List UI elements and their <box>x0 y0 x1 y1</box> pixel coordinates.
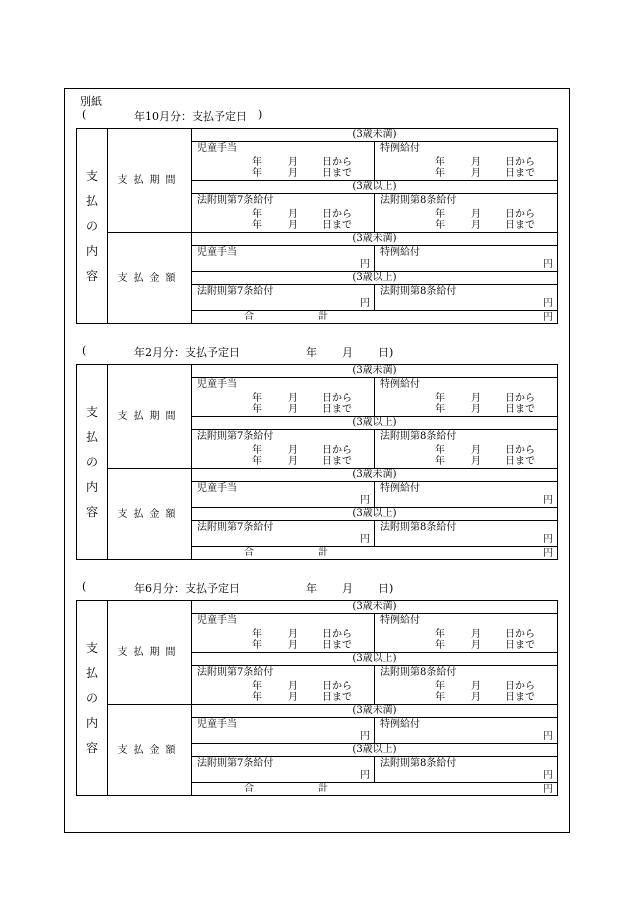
payment-content-label <box>77 129 108 324</box>
year-label: 年 <box>435 168 445 179</box>
article-8-amount <box>375 757 558 783</box>
total-label-left: 合 <box>244 783 254 794</box>
month-label: 月 <box>288 209 298 220</box>
year-label: 年 <box>435 456 445 467</box>
from-day-label: 日から <box>322 629 352 640</box>
to-day-label: 日まで <box>505 404 535 415</box>
scheduled-day-close: ) <box>258 108 263 121</box>
yen-label: 円 <box>543 259 554 270</box>
from-day-label: 日から <box>322 393 352 404</box>
scheduled-day-close: 日) <box>378 346 394 359</box>
year-label: 年 <box>435 640 445 651</box>
attachment-label: 別紙 <box>80 95 102 108</box>
month-label: 月 <box>288 681 298 692</box>
special-benefit-label: 特例給付 <box>380 247 420 258</box>
payment-amount-label: 支払金額 <box>108 233 192 324</box>
child-allowance-label: 児童手当 <box>197 483 237 494</box>
article-8-period <box>375 430 558 469</box>
vertical-label-char: 内 <box>85 243 98 258</box>
over-3-header: (3歳以上) <box>192 417 558 430</box>
section-heading <box>82 108 263 123</box>
special-benefit-period <box>375 142 558 181</box>
year-label: 年 <box>435 209 445 220</box>
month-label: 月 <box>288 393 298 404</box>
to-day-label: 日まで <box>505 456 535 467</box>
child-allowance-label: 児童手当 <box>197 143 237 154</box>
yen-label: 円 <box>543 770 554 781</box>
month-label: 月 <box>288 157 298 168</box>
year-label: 年 <box>252 456 262 467</box>
article-7-label: 法附則第7条給付 <box>197 286 274 297</box>
article-7-period <box>192 194 375 233</box>
to-day-label: 日まで <box>322 404 352 415</box>
to-day-label: 日まで <box>322 456 352 467</box>
yen-label: 円 <box>360 495 370 506</box>
to-day-label: 日まで <box>505 640 535 651</box>
payment-table <box>76 600 558 796</box>
under-3-header: (3歳未満) <box>192 705 558 718</box>
month-label: 月 <box>471 209 481 220</box>
month-label: 月 <box>288 445 298 456</box>
open-paren: ( <box>82 108 87 121</box>
vertical-label-char: 支 <box>85 640 98 655</box>
yen-label: 円 <box>360 298 370 309</box>
total-row <box>192 783 558 796</box>
from-day-label: 日から <box>322 209 352 220</box>
child-allowance-period <box>192 142 375 181</box>
open-paren: ( <box>82 580 87 593</box>
year-label: 年 <box>252 404 262 415</box>
yen-label: 円 <box>543 548 554 559</box>
vertical-label-char: 支 <box>85 168 98 183</box>
article-8-label: 法附則第8条給付 <box>380 522 457 533</box>
from-day-label: 日から <box>505 157 535 168</box>
section-title: 年10月分：支払予定日 <box>134 110 247 123</box>
vertical-label-char: 払 <box>85 429 98 444</box>
article-7-amount <box>192 521 375 547</box>
month-label: 月 <box>471 681 481 692</box>
article-8-label: 法附則第8条給付 <box>380 195 457 206</box>
article-7-label: 法附則第7条給付 <box>197 195 274 206</box>
article-8-label: 法附則第8条給付 <box>380 431 457 442</box>
month-label: 月 <box>471 404 481 415</box>
scheduled-day-close: 日) <box>378 582 394 595</box>
scheduled-year: 年 <box>306 346 317 359</box>
under-3-header: (3歳未満) <box>192 365 558 378</box>
article-7-period <box>192 430 375 469</box>
vertical-label-char: 払 <box>85 193 98 208</box>
under-3-header: (3歳未満) <box>192 469 558 482</box>
vertical-label-char: の <box>85 218 98 233</box>
article-7-label: 法附則第7条給付 <box>197 667 274 678</box>
vertical-label-char: の <box>85 690 98 705</box>
yen-label: 円 <box>543 534 554 545</box>
child-allowance-period <box>192 378 375 417</box>
payment-period-label: 支払期間 <box>108 365 192 469</box>
section-heading <box>82 580 394 595</box>
child-allowance-label: 児童手当 <box>197 615 237 626</box>
year-label: 年 <box>252 393 262 404</box>
month-label: 月 <box>288 692 298 703</box>
year-label: 年 <box>435 220 445 231</box>
to-day-label: 日まで <box>505 168 535 179</box>
total-label-right: 計 <box>318 547 328 558</box>
year-label: 年 <box>252 629 262 640</box>
special-benefit-amount <box>375 718 558 744</box>
under-3-header: (3歳未満) <box>192 233 558 246</box>
month-label: 月 <box>471 393 481 404</box>
article-7-label: 法附則第7条給付 <box>197 431 274 442</box>
child-allowance-label: 児童手当 <box>197 719 237 730</box>
year-label: 年 <box>252 640 262 651</box>
yen-label: 円 <box>543 784 554 795</box>
payment-period-label: 支払期間 <box>108 601 192 705</box>
total-label-left: 合 <box>244 547 254 558</box>
payment-amount-label: 支払金額 <box>108 469 192 560</box>
payment-content-label <box>77 365 108 560</box>
year-label: 年 <box>252 157 262 168</box>
yen-label: 円 <box>360 534 370 545</box>
year-label: 年 <box>435 445 445 456</box>
child-allowance-amount <box>192 482 375 508</box>
vertical-label-char: 容 <box>85 740 98 755</box>
scheduled-year: 年 <box>306 582 317 595</box>
payment-table <box>76 128 558 324</box>
child-allowance-amount <box>192 718 375 744</box>
article-7-period <box>192 666 375 705</box>
payment-content-label <box>77 601 108 796</box>
from-day-label: 日から <box>505 393 535 404</box>
from-day-label: 日から <box>505 209 535 220</box>
over-3-header: (3歳以上) <box>192 508 558 521</box>
year-label: 年 <box>435 157 445 168</box>
from-day-label: 日から <box>322 681 352 692</box>
yen-label: 円 <box>543 312 554 323</box>
to-day-label: 日まで <box>322 640 352 651</box>
over-3-header: (3歳以上) <box>192 272 558 285</box>
article-8-label: 法附則第8条給付 <box>380 286 457 297</box>
year-label: 年 <box>252 220 262 231</box>
to-day-label: 日まで <box>505 692 535 703</box>
special-benefit-amount <box>375 482 558 508</box>
open-paren: ( <box>82 344 87 357</box>
year-label: 年 <box>435 681 445 692</box>
from-day-label: 日から <box>505 629 535 640</box>
article-8-amount <box>375 521 558 547</box>
month-label: 月 <box>471 220 481 231</box>
article-7-amount <box>192 285 375 311</box>
child-allowance-period <box>192 614 375 653</box>
special-benefit-label: 特例給付 <box>380 719 420 730</box>
year-label: 年 <box>435 404 445 415</box>
month-label: 月 <box>471 445 481 456</box>
month-label: 月 <box>471 629 481 640</box>
over-3-header: (3歳以上) <box>192 181 558 194</box>
article-8-label: 法附則第8条給付 <box>380 667 457 678</box>
vertical-label-char: 支 <box>85 404 98 419</box>
special-benefit-amount <box>375 246 558 272</box>
vertical-label-char: 内 <box>85 479 98 494</box>
special-benefit-period <box>375 614 558 653</box>
special-benefit-label: 特例給付 <box>380 615 420 626</box>
month-label: 月 <box>471 168 481 179</box>
to-day-label: 日まで <box>322 692 352 703</box>
total-label-right: 計 <box>318 311 328 322</box>
child-allowance-amount <box>192 246 375 272</box>
month-label: 月 <box>288 640 298 651</box>
from-day-label: 日から <box>322 445 352 456</box>
special-benefit-label: 特例給付 <box>380 143 420 154</box>
month-label: 月 <box>288 456 298 467</box>
scheduled-month: 月 <box>342 582 353 595</box>
over-3-header: (3歳以上) <box>192 653 558 666</box>
under-3-header: (3歳未満) <box>192 601 558 614</box>
month-label: 月 <box>471 640 481 651</box>
over-3-header: (3歳以上) <box>192 744 558 757</box>
month-label: 月 <box>288 220 298 231</box>
yen-label: 円 <box>360 259 370 270</box>
article-7-label: 法附則第7条給付 <box>197 758 274 769</box>
article-8-amount <box>375 285 558 311</box>
year-label: 年 <box>252 445 262 456</box>
total-row <box>192 311 558 324</box>
year-label: 年 <box>435 629 445 640</box>
payment-amount-label: 支払金額 <box>108 705 192 796</box>
total-label-left: 合 <box>244 311 254 322</box>
yen-label: 円 <box>543 731 554 742</box>
total-row <box>192 547 558 560</box>
month-label: 月 <box>471 456 481 467</box>
month-label: 月 <box>288 629 298 640</box>
payment-table <box>76 364 558 560</box>
vertical-label-char: 容 <box>85 268 98 283</box>
yen-label: 円 <box>360 731 370 742</box>
section-heading <box>82 344 394 359</box>
article-7-amount <box>192 757 375 783</box>
to-day-label: 日まで <box>322 220 352 231</box>
vertical-label-char: 容 <box>85 504 98 519</box>
to-day-label: 日まで <box>322 168 352 179</box>
vertical-label-char: 内 <box>85 715 98 730</box>
year-label: 年 <box>252 209 262 220</box>
month-label: 月 <box>471 692 481 703</box>
month-label: 月 <box>288 404 298 415</box>
payment-period-label: 支払期間 <box>108 129 192 233</box>
to-day-label: 日まで <box>505 220 535 231</box>
year-label: 年 <box>252 168 262 179</box>
vertical-label-char: 払 <box>85 665 98 680</box>
under-3-header: (3歳未満) <box>192 129 558 142</box>
article-8-period <box>375 666 558 705</box>
from-day-label: 日から <box>322 157 352 168</box>
section-title: 年2月分：支払予定日 <box>134 346 240 359</box>
scheduled-month: 月 <box>342 346 353 359</box>
year-label: 年 <box>252 681 262 692</box>
special-benefit-label: 特例給付 <box>380 483 420 494</box>
article-8-label: 法附則第8条給付 <box>380 758 457 769</box>
special-benefit-label: 特例給付 <box>380 379 420 390</box>
month-label: 月 <box>288 168 298 179</box>
month-label: 月 <box>471 157 481 168</box>
child-allowance-label: 児童手当 <box>197 247 237 258</box>
from-day-label: 日から <box>505 445 535 456</box>
year-label: 年 <box>435 393 445 404</box>
yen-label: 円 <box>543 495 554 506</box>
year-label: 年 <box>252 692 262 703</box>
child-allowance-label: 児童手当 <box>197 379 237 390</box>
year-label: 年 <box>435 692 445 703</box>
article-8-period <box>375 194 558 233</box>
article-7-label: 法附則第7条給付 <box>197 522 274 533</box>
total-label-right: 計 <box>318 783 328 794</box>
from-day-label: 日から <box>505 681 535 692</box>
section-title: 年6月分：支払予定日 <box>134 582 240 595</box>
special-benefit-period <box>375 378 558 417</box>
yen-label: 円 <box>360 770 370 781</box>
yen-label: 円 <box>543 298 554 309</box>
vertical-label-char: の <box>85 454 98 469</box>
